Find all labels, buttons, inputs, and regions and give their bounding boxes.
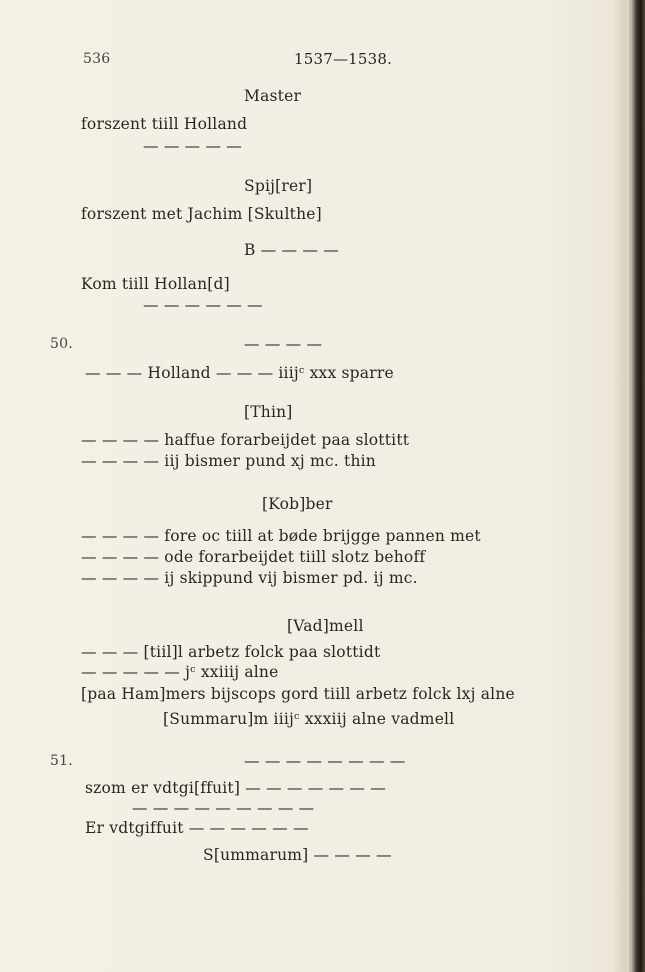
dash-line-9: — — — —	[244, 335, 323, 353]
page-number: 536	[83, 51, 111, 67]
text-line-2: forszent tiill Holland	[81, 115, 248, 133]
text-line-6: B — — — —	[244, 241, 339, 259]
text-line-1: Master	[244, 87, 302, 105]
text-line-18: [Vad]mell	[287, 617, 364, 635]
text-line-19: — — — [tiil]l arbetz folck paa slottidt	[81, 643, 381, 661]
dash-line-3: — — — — —	[143, 137, 243, 155]
text-line-4: Spij[rer]	[244, 177, 313, 195]
book-binding	[631, 0, 645, 972]
text-line-10: — — — Holland — — — iiijᶜ xxx sparre	[85, 364, 394, 382]
text-line-15: — — — — fore oc tiill at bøde brijgge pannen met	[81, 527, 481, 545]
text-line-16: — — — — ode forarbeijdet tiill slotz behoff	[81, 548, 426, 566]
text-line-7: Kom tiill Hollan[d]	[81, 275, 230, 293]
dash-line-23: — — — — — — — —	[244, 752, 406, 770]
margin-number-51: 51.	[50, 753, 73, 769]
text-line-22: [Summaru]m iiijᶜ xxxiij alne vadmell	[163, 710, 455, 728]
text-line-24: szom er vdtgi[ffuit] — — — — — — —	[85, 779, 386, 797]
margin-number-50: 50.	[50, 336, 73, 352]
dash-line-25: — — — — — — — — —	[132, 799, 315, 817]
text-line-17: — — — — ij skippund vij bismer pd. ij mc.	[81, 569, 418, 587]
text-line-5: forszent met Jachim [Skulthe]	[81, 205, 322, 223]
text-line-13: — — — — iij bismer pund xj mc. thin	[81, 452, 376, 470]
text-line-26: Er vdtgiffuit — — — — — —	[85, 819, 309, 837]
text-line-12: — — — — haffue forarbeijdet paa slottitt	[81, 431, 410, 449]
text-line-21: [paa Ham]mers bijscops gord tiill arbetz folck lxj alne	[81, 685, 515, 703]
text-line-11: [Thin]	[244, 403, 293, 421]
dash-line-8: — — — — — —	[143, 296, 263, 314]
text-line-20: — — — — — jᶜ xxiiij alne	[81, 663, 279, 681]
page-years: 1537—1538.	[294, 50, 393, 68]
text-line-14: [Kob]ber	[262, 495, 333, 513]
text-line-27: S[ummarum] — — — —	[203, 846, 392, 864]
